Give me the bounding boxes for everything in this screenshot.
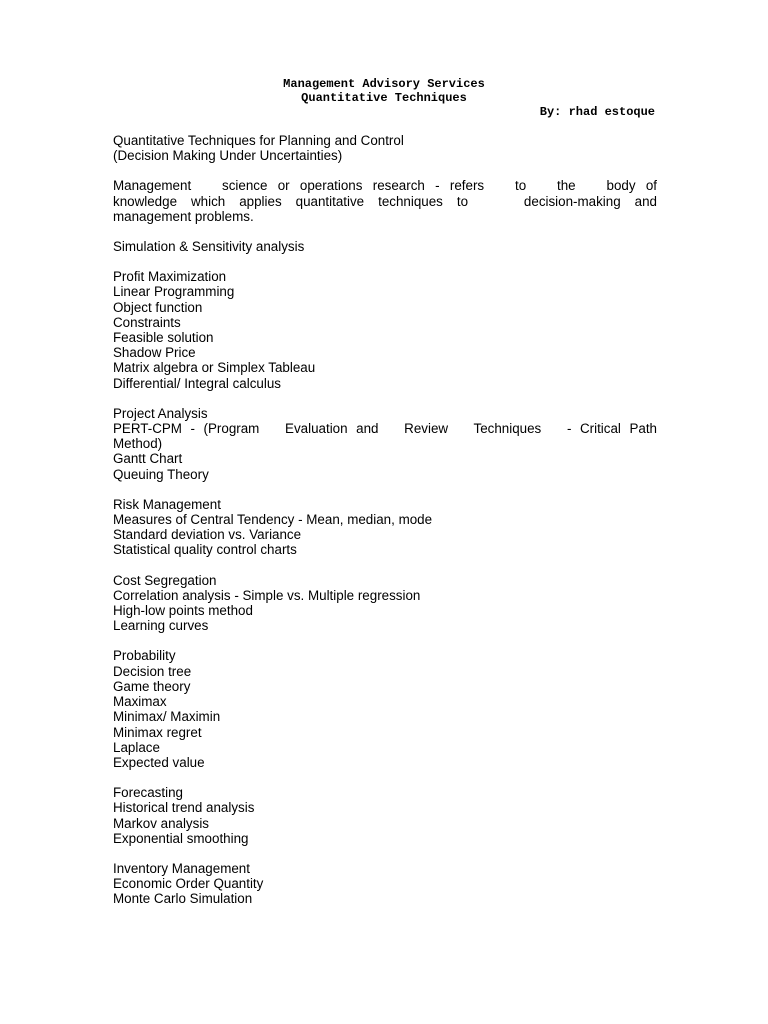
list-item: Monte Carlo Simulation <box>113 891 253 907</box>
list-item: Constraints <box>113 314 181 330</box>
probability-heading: Probability <box>113 648 176 664</box>
document-header <box>0 77 768 119</box>
list-item: Shadow Price <box>113 345 196 361</box>
list-item: Statistical quality control charts <box>113 542 297 558</box>
list-item: Linear Programming <box>113 284 235 300</box>
intro-line-2: (Decision Making Under Uncertainties) <box>113 148 343 164</box>
project-heading: Project Analysis <box>113 405 208 421</box>
definition-line-1: Management science or operations research - refers to the body of <box>113 178 657 194</box>
list-item: Maximax <box>113 694 167 710</box>
pert-line-2: Method) <box>113 436 163 452</box>
simulation-heading: Simulation & Sensitivity analysis <box>113 239 305 255</box>
document-title: Management Advisory Services <box>283 77 485 91</box>
list-item: Measures of Central Tendency - Mean, median, mode <box>113 512 433 528</box>
list-item: Markov analysis <box>113 815 209 831</box>
list-item: Game theory <box>113 678 191 694</box>
list-item: Gantt Chart <box>113 451 183 467</box>
list-item: Standard deviation vs. Variance <box>113 527 302 543</box>
forecasting-heading: Forecasting <box>113 785 183 801</box>
document-body <box>113 133 657 907</box>
document-subtitle: Quantitative Techniques <box>301 91 467 105</box>
pert-line-1: PERT-CPM - (Program Evaluation and Review Techniques - Critical Path <box>113 421 657 437</box>
list-item: Minimax regret <box>113 724 202 740</box>
risk-heading: Risk Management <box>113 496 221 512</box>
document-author: By: rhad estoque <box>539 105 655 119</box>
list-item: Exponential smoothing <box>113 830 249 846</box>
definition-line-2: knowledge which applies quantitative techniques to decision-making and <box>113 193 657 209</box>
list-item: Feasible solution <box>113 330 214 346</box>
list-item: Decision tree <box>113 663 192 679</box>
list-item: Matrix algebra or Simplex Tableau <box>113 360 316 376</box>
list-item: Historical trend analysis <box>113 800 255 816</box>
list-item: Economic Order Quantity <box>113 876 264 892</box>
list-item: Correlation analysis - Simple vs. Multiple regression <box>113 587 421 603</box>
list-item: Minimax/ Maximin <box>113 709 221 725</box>
list-item: Learning curves <box>113 618 209 634</box>
list-item: Differential/ Integral calculus <box>113 375 281 391</box>
list-item: High-low points method <box>113 603 253 619</box>
inventory-heading: Inventory Management <box>113 860 250 876</box>
intro-line-1: Quantitative Techniques for Planning and Control <box>113 133 404 148</box>
definition-line-3: management problems. <box>113 208 254 224</box>
list-item: Laplace <box>113 739 160 755</box>
list-item: Expected value <box>113 754 205 770</box>
cost-heading: Cost Segregation <box>113 572 217 588</box>
list-item: Object function <box>113 299 203 315</box>
list-item: Queuing Theory <box>113 466 209 482</box>
profit-heading: Profit Maximization <box>113 269 227 285</box>
